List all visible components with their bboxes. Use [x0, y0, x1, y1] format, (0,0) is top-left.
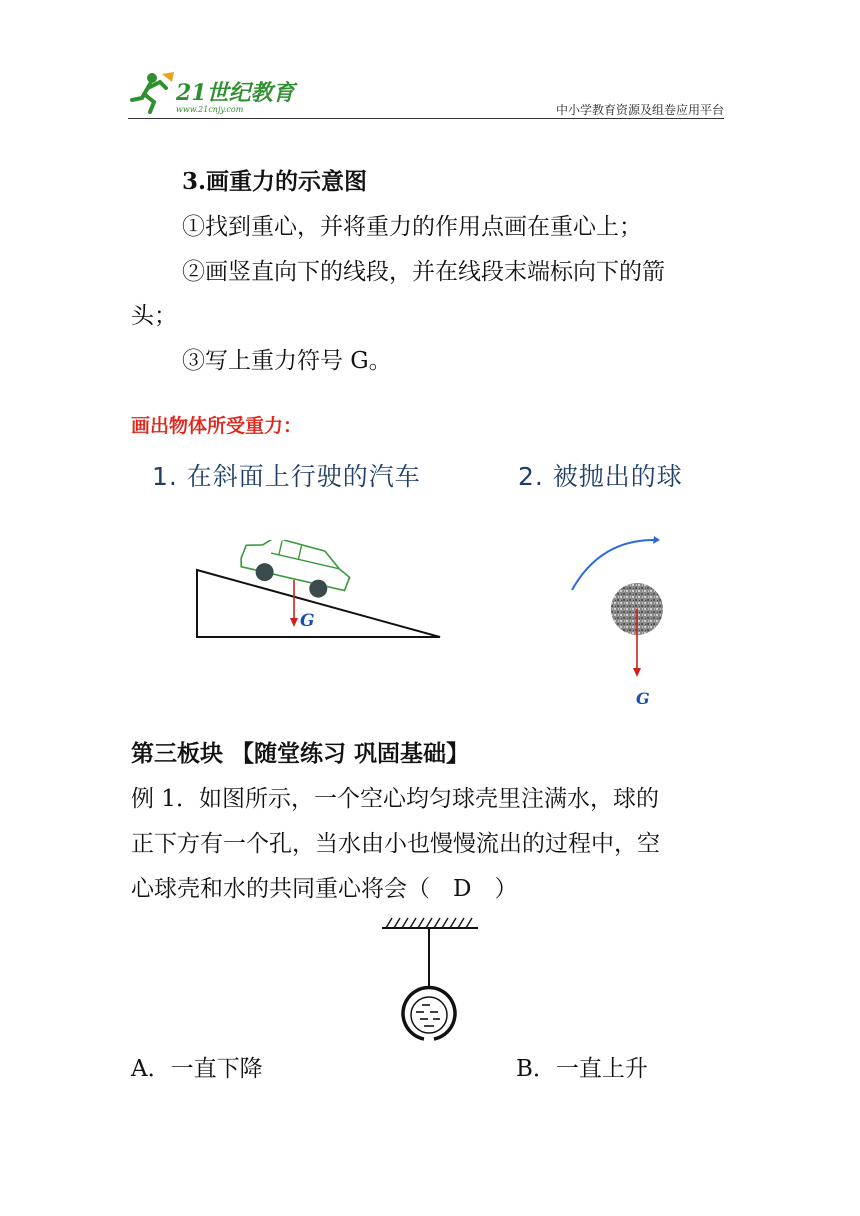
header-tagline: 中小学教育资源及组卷应用平台	[555, 103, 724, 117]
question-line-3: 心球壳和水的共同重心将会（ D ）	[131, 876, 518, 902]
section-title: 3.画重力的示意图	[182, 168, 368, 195]
option-a[interactable]: A．一直下降	[131, 1056, 263, 1082]
exercise-item-1: 1. 在斜面上行驶的汽车	[152, 462, 421, 491]
step-3: ③写上重力符号 G。	[182, 348, 392, 374]
car-on-incline-figure	[190, 540, 450, 650]
step-2: ②画竖直向下的线段，并在线段末端标向下的箭	[182, 259, 665, 285]
gravity-label-1: G	[300, 611, 315, 631]
trajectory-path	[572, 540, 654, 590]
logo-url: www.21cnjy.com	[176, 105, 244, 114]
step-1: ①找到重心，并将重力的作用点画在重心上；	[182, 214, 642, 240]
block-title: 第三板块 【随堂练习 巩固基础】	[131, 740, 470, 767]
hanging-ball-figure	[378, 912, 482, 1044]
gravity-label-2: G	[636, 689, 650, 708]
header-divider	[128, 118, 724, 119]
exercise-prompt: 画出物体所受重力：	[131, 415, 303, 437]
site-logo	[128, 68, 298, 120]
water-marks	[416, 1005, 440, 1026]
car-icon	[236, 540, 354, 604]
runner-icon	[132, 72, 174, 112]
thrown-ball-figure	[560, 530, 680, 720]
step-2-continued: 头；	[131, 303, 177, 329]
logo-text: 21世纪教育	[176, 80, 295, 106]
question-line-1: 例 1．如图所示，一个空心均匀球壳里注满水，球的	[131, 786, 659, 812]
option-b[interactable]: B．一直上升	[516, 1056, 648, 1082]
exercise-item-2: 2. 被抛出的球	[518, 462, 683, 491]
question-line-2: 正下方有一个孔，当水由小也慢慢流出的过程中，空	[131, 831, 660, 857]
